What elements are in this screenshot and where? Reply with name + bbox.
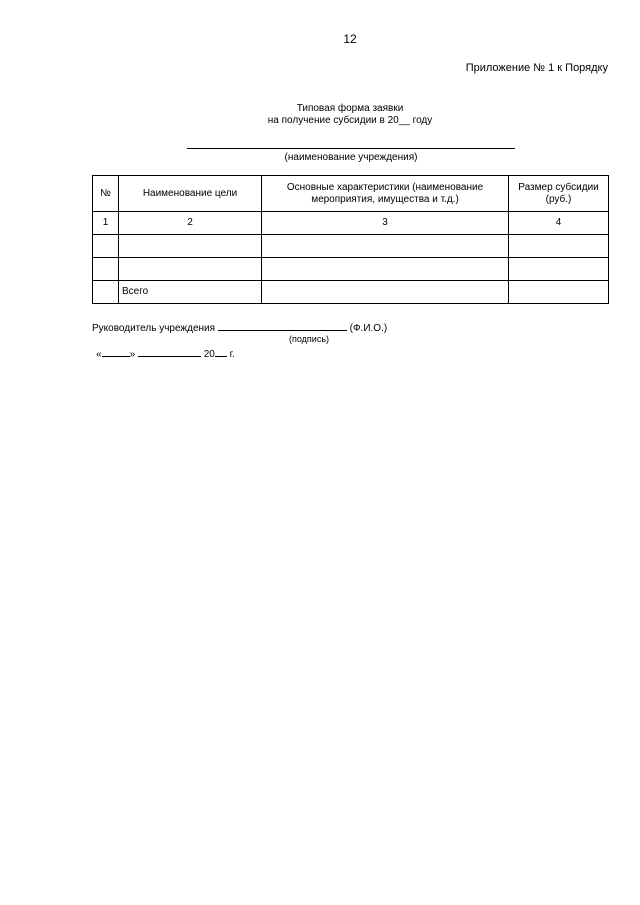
table-cell[interactable] (262, 258, 509, 281)
table-cell[interactable] (509, 258, 609, 281)
appendix-label: Приложение № 1 к Порядку (465, 62, 608, 74)
table-cell (93, 281, 119, 304)
date-year-field[interactable] (215, 347, 227, 357)
column-number-2: 2 (119, 212, 262, 235)
table-cell[interactable] (93, 258, 119, 281)
table-column-numbers-row (93, 212, 609, 235)
signature-caption: (подпись) (289, 334, 330, 344)
date-day-field[interactable] (102, 347, 130, 357)
signature-field[interactable] (218, 321, 347, 331)
table-cell[interactable] (93, 235, 119, 258)
column-number-1: 1 (93, 212, 119, 235)
total-label: Всего (119, 281, 262, 304)
table-cell[interactable] (119, 235, 262, 258)
header-subsidy-amount: Размер субсидии (руб.) (509, 176, 609, 212)
table-total-row (93, 281, 609, 304)
subsidy-table (92, 175, 609, 304)
table-row (93, 258, 609, 281)
header-goal-name: Наименование цели (119, 176, 262, 212)
form-title-line-1: Типовая форма заявки (296, 103, 404, 114)
column-number-4: 4 (509, 212, 609, 235)
column-number-3: 3 (262, 212, 509, 235)
date-month-field[interactable] (138, 347, 201, 357)
organization-name-caption: (наименование учреждения) (284, 152, 418, 163)
table-cell[interactable] (262, 281, 509, 304)
signature-line (92, 321, 387, 334)
date-close-quote: » (129, 349, 136, 360)
date-year-suffix: г. (229, 349, 235, 360)
table-cell[interactable] (119, 258, 262, 281)
table-cell[interactable] (262, 235, 509, 258)
total-amount-cell[interactable] (509, 281, 609, 304)
header-characteristics: Основные характеристики (наименование мероприятия, имущества и т.д.) (262, 176, 509, 212)
table-header-row (93, 176, 609, 212)
date-open-quote: « (96, 349, 102, 360)
date-line (96, 347, 235, 360)
form-title (0, 103, 640, 127)
date-year-prefix: 20 (203, 349, 215, 360)
signature-fio-label: (Ф.И.О.) (349, 323, 388, 334)
table-cell[interactable] (509, 235, 609, 258)
header-number: № (93, 176, 119, 212)
form-title-line-2: на получение субсидии в 20__ году (267, 115, 433, 126)
signature-label: Руководитель учреждения (92, 323, 216, 334)
organization-name-line[interactable] (187, 148, 515, 149)
table-row (93, 235, 609, 258)
page-number: 12 (343, 32, 357, 46)
